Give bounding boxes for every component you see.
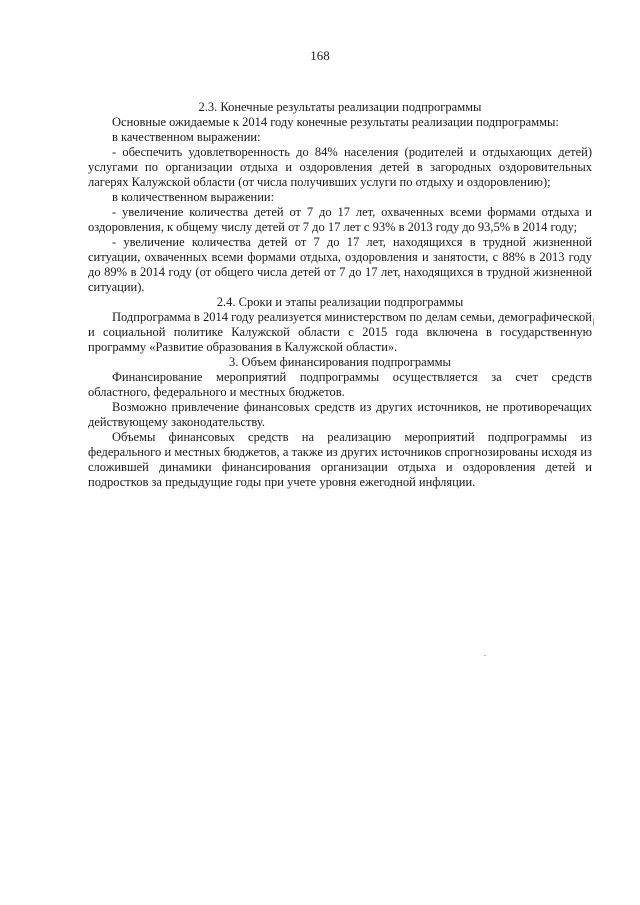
qualitative-label: в качественном выражении: — [112, 130, 261, 144]
results-intro-paragraph: Основные ожидаемые к 2014 году конечные результаты реализации подпрограммы: — [112, 115, 559, 129]
page-number: 168 — [310, 48, 330, 63]
section-heading-financing: 3. Объем финансирования подпрограммы — [229, 355, 451, 369]
financing-paragraph: Финансирование мероприятий подпрограммы осуществляется за счет средств областного, федерального и местных бюджетов. — [88, 370, 592, 399]
quantitative-list-item: - увеличение количества детей от 7 до 17 лет, находящихся в трудной жизненной ситуации, охваченных всеми формами отдыха, оздоровления и занятости, с 88% в 2013 году до 89% в 2014 году (от общего числа детей от 7 до 17 лет, находящихся в трудной жизненной ситуации). — [88, 235, 592, 294]
scan-margin-mark — [593, 319, 594, 326]
scan-speck — [484, 655, 486, 656]
terms-paragraph: Подпрограмма в 2014 году реализуется министерством по делам семьи, демографической и социальной политике Калужской области с 2015 года включена в государственную программу «Развитие образования в Калужской области». — [88, 310, 592, 354]
quantitative-label: в количественном выражении: — [112, 190, 275, 204]
financing-paragraph: Возможно привлечение финансовых средств из других источников, не противоречащих действующему законодательству. — [88, 400, 592, 429]
financing-paragraph: Объемы финансовых средств на реализацию мероприятий подпрограммы из федерального и местных бюджетов, а также из других источников спрогнозированы исходя из сложившей динамики финансирования организации отдыха и оздоровления детей и подростков за предыдущие годы при учете уровня ежегодной инфляции. — [88, 430, 592, 489]
document-body — [88, 100, 592, 490]
section-heading-terms: 2.4. Сроки и этапы реализации подпрограммы — [216, 295, 464, 309]
quantitative-list-item: - увеличение количества детей от 7 до 17 лет, охваченных всеми формами отдыха и оздоровления, к общему числу детей от 7 до 17 лет с 93% в 2013 году до 93,5% в 2014 году; — [88, 205, 592, 234]
section-heading-results: 2.3. Конечные результаты реализации подпрограммы — [198, 100, 482, 114]
qualitative-list-item: - обеспечить удовлетворенность до 84% населения (родителей и отдыхающих детей) услугами по организации отдыха и оздоровления детей в загородных оздоровительных лагерях Калужской области (от числа получивших услуги по отдыху и оздоровлению); — [88, 145, 592, 189]
